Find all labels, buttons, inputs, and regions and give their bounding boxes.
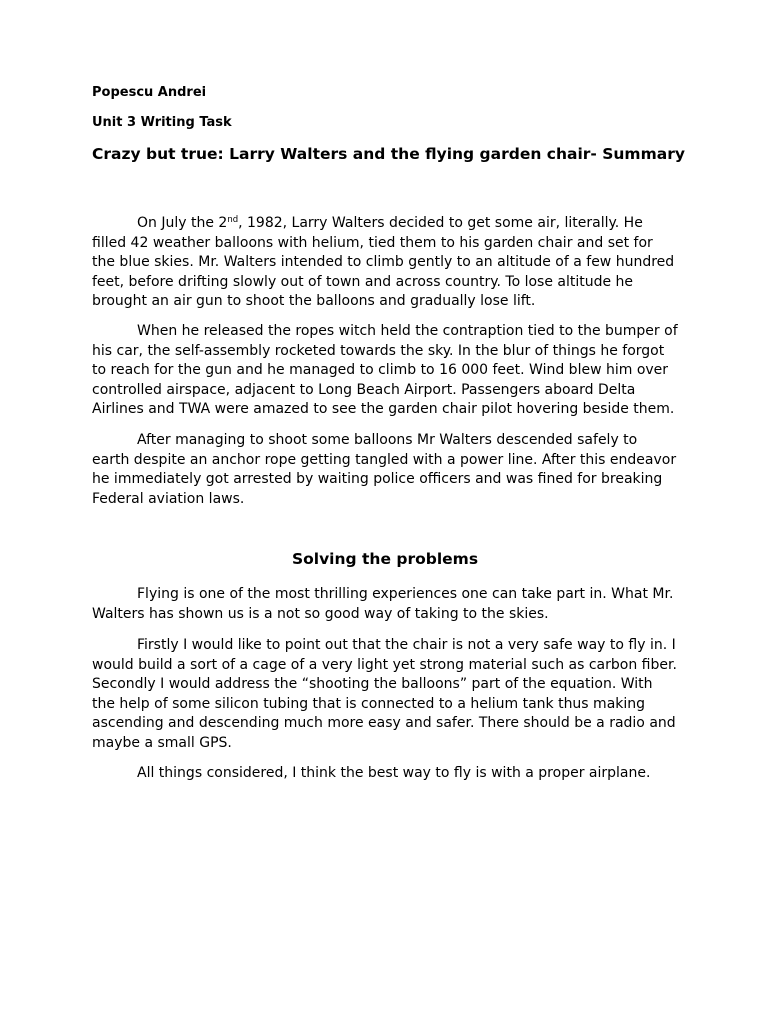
document-title: Crazy but true: Larry Walters and the flying garden chair- Summary (92, 145, 685, 163)
solution-paragraph-3: All things considered, I think the best way to fly is with a proper airplane. (137, 765, 651, 781)
assignment-label: Unit 3 Writing Task (92, 115, 232, 130)
summary-paragraph-1-start: On July the 2 (137, 215, 228, 231)
author-name: Popescu Andrei (92, 85, 207, 100)
summary-paragraph-2: When he released the ropes witch held the contraption tied to the bumper of his car, the self-assembly rocketed towards the sky. In the blur of things he forgot to reach for the gun and he managed to climb to 16 000 feet. Wind blew him over controlled airspace, adjacent to Long Beach Airport. Passengers aboard Delta Airlines and TWA were amazed to see the garden chair pilot hovering beside them. (92, 323, 678, 417)
solution-paragraph-2: Firstly I would like to point out that the chair is not a very safe way to fly in. I would build a sort of a cage of a very light yet strong material such as carbon fiber. Secondly I would address the “shooting the balloons” part of the equation. With the help of some silicon tubing that is connected to a helium tank thus making ascending and descending much more easy and safer. There should be a radio and maybe a small GPS. (92, 637, 677, 751)
solution-paragraph-1: Flying is one of the most thrilling experiences one can take part in. What Mr. Walters has shown us is a not so good way of taking to the skies. (92, 586, 674, 622)
ordinal-suffix: nd (227, 215, 239, 225)
summary-paragraph-1 (92, 214, 678, 312)
section-heading: Solving the problems (291, 550, 479, 568)
summary-paragraph-1-rest: , 1982, Larry Walters decided to get some air, literally. He filled 42 weather balloons with helium, tied them to his garden chair and set for the blue skies. Mr. Walters intended to climb gently to an altitude of a few hundred feet, before drifting slowly out of town and across country. To lose altitude he brought an air gun to shoot the balloons and gradually lose lift. (92, 215, 675, 309)
summary-paragraph-3: After managing to shoot some balloons Mr Walters descended safely to earth despite an anchor rope getting tangled with a power line. After this endeavor he immediately got arrested by waiting police officers and was fined for breaking Federal aviation laws. (92, 432, 677, 507)
